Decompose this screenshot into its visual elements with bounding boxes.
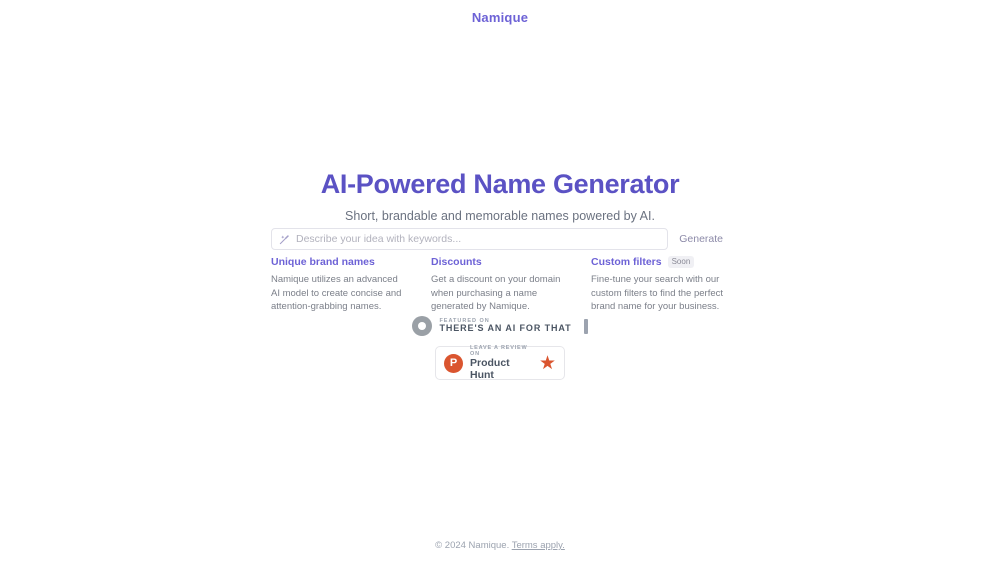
feature-discounts bbox=[431, 256, 567, 314]
generate-button[interactable]: Generate bbox=[673, 230, 729, 248]
feature-header bbox=[591, 256, 727, 268]
features-list bbox=[271, 256, 729, 314]
page-subtitle: Short, brandable and memorable names powered by AI. bbox=[345, 209, 655, 223]
search-box[interactable] bbox=[271, 228, 668, 250]
feature-text: Fine-tune your search with our custom filters to find the perfect brand name for your business. bbox=[591, 274, 724, 312]
site-header bbox=[0, 0, 1000, 34]
brand-logo[interactable]: Namique bbox=[471, 9, 529, 25]
theresanai-text bbox=[439, 318, 571, 334]
theresanai-logo-icon bbox=[412, 316, 432, 336]
feature-unique-brand-names bbox=[271, 256, 407, 314]
status-badge: Soon bbox=[668, 256, 695, 268]
feature-title: Custom filters bbox=[591, 256, 662, 268]
feature-title: Unique brand names bbox=[271, 256, 375, 268]
search-row bbox=[271, 228, 729, 250]
producthunt-title: Product Hunt bbox=[470, 357, 510, 382]
feature-custom-filters bbox=[591, 256, 727, 314]
star-icon: ★ bbox=[538, 352, 556, 374]
theresanaiforthat-badge[interactable] bbox=[412, 316, 587, 336]
feature-header bbox=[271, 256, 407, 268]
theresanai-title: THERE'S AN AI FOR THAT bbox=[439, 323, 572, 334]
embed-badges bbox=[0, 316, 1000, 380]
magic-wand-icon bbox=[279, 234, 290, 245]
theresanai-kicker: FEATURED ON bbox=[439, 318, 490, 325]
feature-text: Namique utilizes an advanced AI model to create concise and attention-grabbing names. bbox=[271, 274, 402, 312]
feature-header bbox=[431, 256, 567, 268]
feature-text: Get a discount on your domain when purchasing a name generated by Namique. bbox=[431, 274, 561, 312]
terms-link[interactable]: Terms apply. bbox=[511, 540, 565, 551]
site-footer bbox=[0, 540, 1000, 551]
producthunt-text bbox=[470, 345, 532, 382]
producthunt-kicker: LEAVE A REVIEW ON bbox=[470, 344, 528, 357]
search-input[interactable] bbox=[296, 233, 660, 245]
hero-section bbox=[0, 168, 1000, 223]
theresanai-bar-icon bbox=[584, 319, 588, 334]
producthunt-badge[interactable] bbox=[435, 346, 565, 380]
page-title: AI-Powered Name Generator bbox=[320, 169, 680, 199]
feature-title: Discounts bbox=[431, 256, 482, 268]
copyright-text: © 2024 Namique. bbox=[435, 540, 510, 551]
producthunt-logo-icon: P bbox=[444, 354, 463, 373]
